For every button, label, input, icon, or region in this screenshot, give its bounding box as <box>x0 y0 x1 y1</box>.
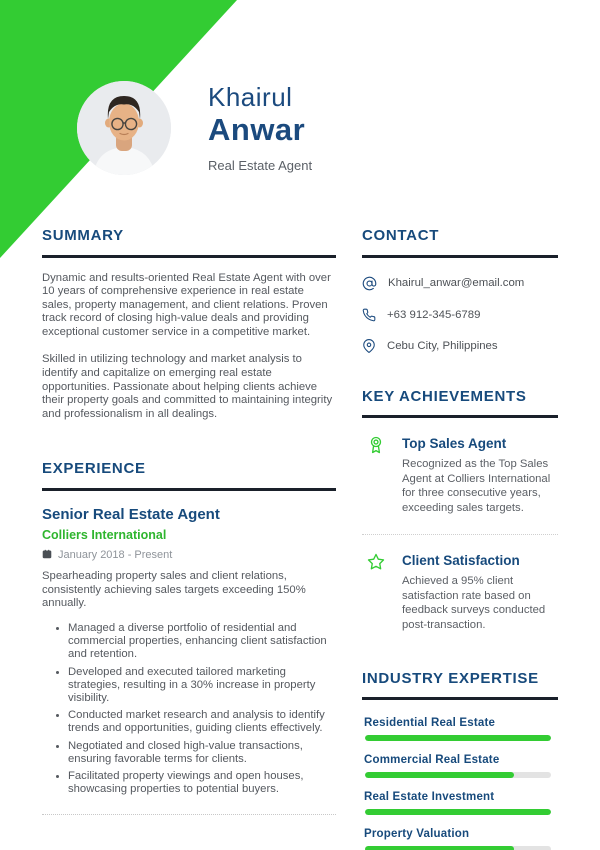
summary-paragraph: Skilled in utilizing technology and market analysis to identify and capitalize on emerging real estate opportunities. Passionate about helping clients achieve their property goals and committed to maintaining integrity and professionalism in all dealings. <box>42 353 333 420</box>
profile-photo-illustration <box>77 81 171 175</box>
contact-phone: +63 912-345-6789 <box>387 308 481 321</box>
achievements-divider <box>362 534 558 535</box>
achievement-item <box>362 553 558 633</box>
last-name: Anwar <box>208 112 306 148</box>
skill-bar-fill <box>365 846 514 850</box>
header-name-block <box>208 84 312 173</box>
contact-location: Cebu City, Philippines <box>387 339 498 352</box>
expertise-section <box>362 671 558 850</box>
calendar-icon <box>42 549 52 562</box>
achievements-heading: KEY ACHIEVEMENTS <box>362 387 527 405</box>
skill-label: Commercial Real Estate <box>364 754 500 767</box>
skill-item <box>362 828 558 850</box>
achievement-body <box>402 553 558 633</box>
skill-item <box>362 791 558 815</box>
skill-bar-fill <box>365 735 551 741</box>
experience-rule <box>42 488 336 491</box>
contact-row-phone <box>362 308 558 322</box>
medal-icon <box>362 436 402 516</box>
achievements-rule <box>362 415 558 418</box>
skill-item <box>362 717 558 741</box>
skill-bar-fill <box>365 772 514 778</box>
responsibility-item: • Conducted market research and analysis to identify trends and opportunities, guiding clients effectively. <box>68 709 336 735</box>
expertise-heading: INDUSTRY EXPERTISE <box>362 669 539 687</box>
skill-bar-track <box>365 846 551 850</box>
experience-divider <box>42 814 336 815</box>
at-icon <box>362 276 377 291</box>
responsibility-item: • Negotiated and closed high-value transactions, ensuring favorable terms for clients. <box>68 740 336 766</box>
responsibility-list <box>42 622 336 796</box>
skill-bar-track <box>365 772 551 778</box>
contact-list <box>362 276 558 353</box>
first-name: Khairul <box>208 82 293 112</box>
contact-row-email <box>362 276 558 291</box>
summary-rule <box>42 255 336 258</box>
skill-label: Residential Real Estate <box>364 717 496 730</box>
right-column <box>362 228 558 850</box>
skill-item <box>362 754 558 778</box>
responsibility-item: • Developed and executed tailored marketing strategies, resulting in a 30% increase in property visibility. <box>68 666 336 706</box>
expertise-rule <box>362 697 558 700</box>
role-summary: Spearheading property sales and client relations, consistently achieving sales targets exceeding 150% annually. <box>42 569 306 610</box>
achievement-title: Top Sales Agent <box>402 436 507 451</box>
achievement-description: Recognized as the Top Sales Agent at Colliers International for three consecutive years, exceeding sales targets. <box>402 458 551 515</box>
contact-row-location <box>362 339 558 353</box>
employment-dates-text: January 2018 - Present <box>58 549 173 562</box>
experience-heading: EXPERIENCE <box>42 460 146 478</box>
phone-icon <box>362 308 376 322</box>
location-icon <box>362 339 376 353</box>
skill-label: Real Estate Investment <box>364 791 495 804</box>
employment-dates <box>42 549 336 562</box>
position-title: Senior Real Estate Agent <box>42 505 220 523</box>
header-job-title: Real Estate Agent <box>208 157 313 173</box>
skill-bar-track <box>365 735 551 741</box>
experience-section <box>42 461 336 815</box>
contact-rule <box>362 255 558 258</box>
skill-bar-fill <box>365 809 551 815</box>
achievements-section <box>362 389 558 633</box>
achievement-item <box>362 436 558 516</box>
contact-email: Khairul_anwar@email.com <box>388 277 525 289</box>
achievement-description: Achieved a 95% client satisfaction rate based on feedback surveys conducted post-transaction. <box>402 574 546 631</box>
company-name: Colliers International <box>42 527 167 542</box>
skill-bar-track <box>365 809 551 815</box>
skill-list <box>362 717 558 850</box>
left-column <box>42 228 336 815</box>
skill-label: Property Valuation <box>364 828 470 841</box>
star-icon <box>362 553 402 633</box>
contact-heading: CONTACT <box>362 227 440 244</box>
experience-entry <box>42 506 336 816</box>
responsibility-item: • Facilitated property viewings and open houses, showcasing properties to potential buyers. <box>68 770 336 796</box>
profile-photo <box>77 81 171 175</box>
achievement-title: Client Satisfaction <box>402 552 520 568</box>
achievement-body <box>402 436 558 516</box>
responsibility-item: • Managed a diverse portfolio of residential and commercial properties, enhancing client satisfaction and retention. <box>68 622 336 662</box>
summary-heading: SUMMARY <box>42 227 124 244</box>
summary-paragraph: Dynamic and results-oriented Real Estate Agent with over 10 years of comprehensive experience in real estate sales, property management, and client relations. Proven track record of closing high-value deals and providing exceptional customer service in a competitive market. <box>42 271 331 338</box>
